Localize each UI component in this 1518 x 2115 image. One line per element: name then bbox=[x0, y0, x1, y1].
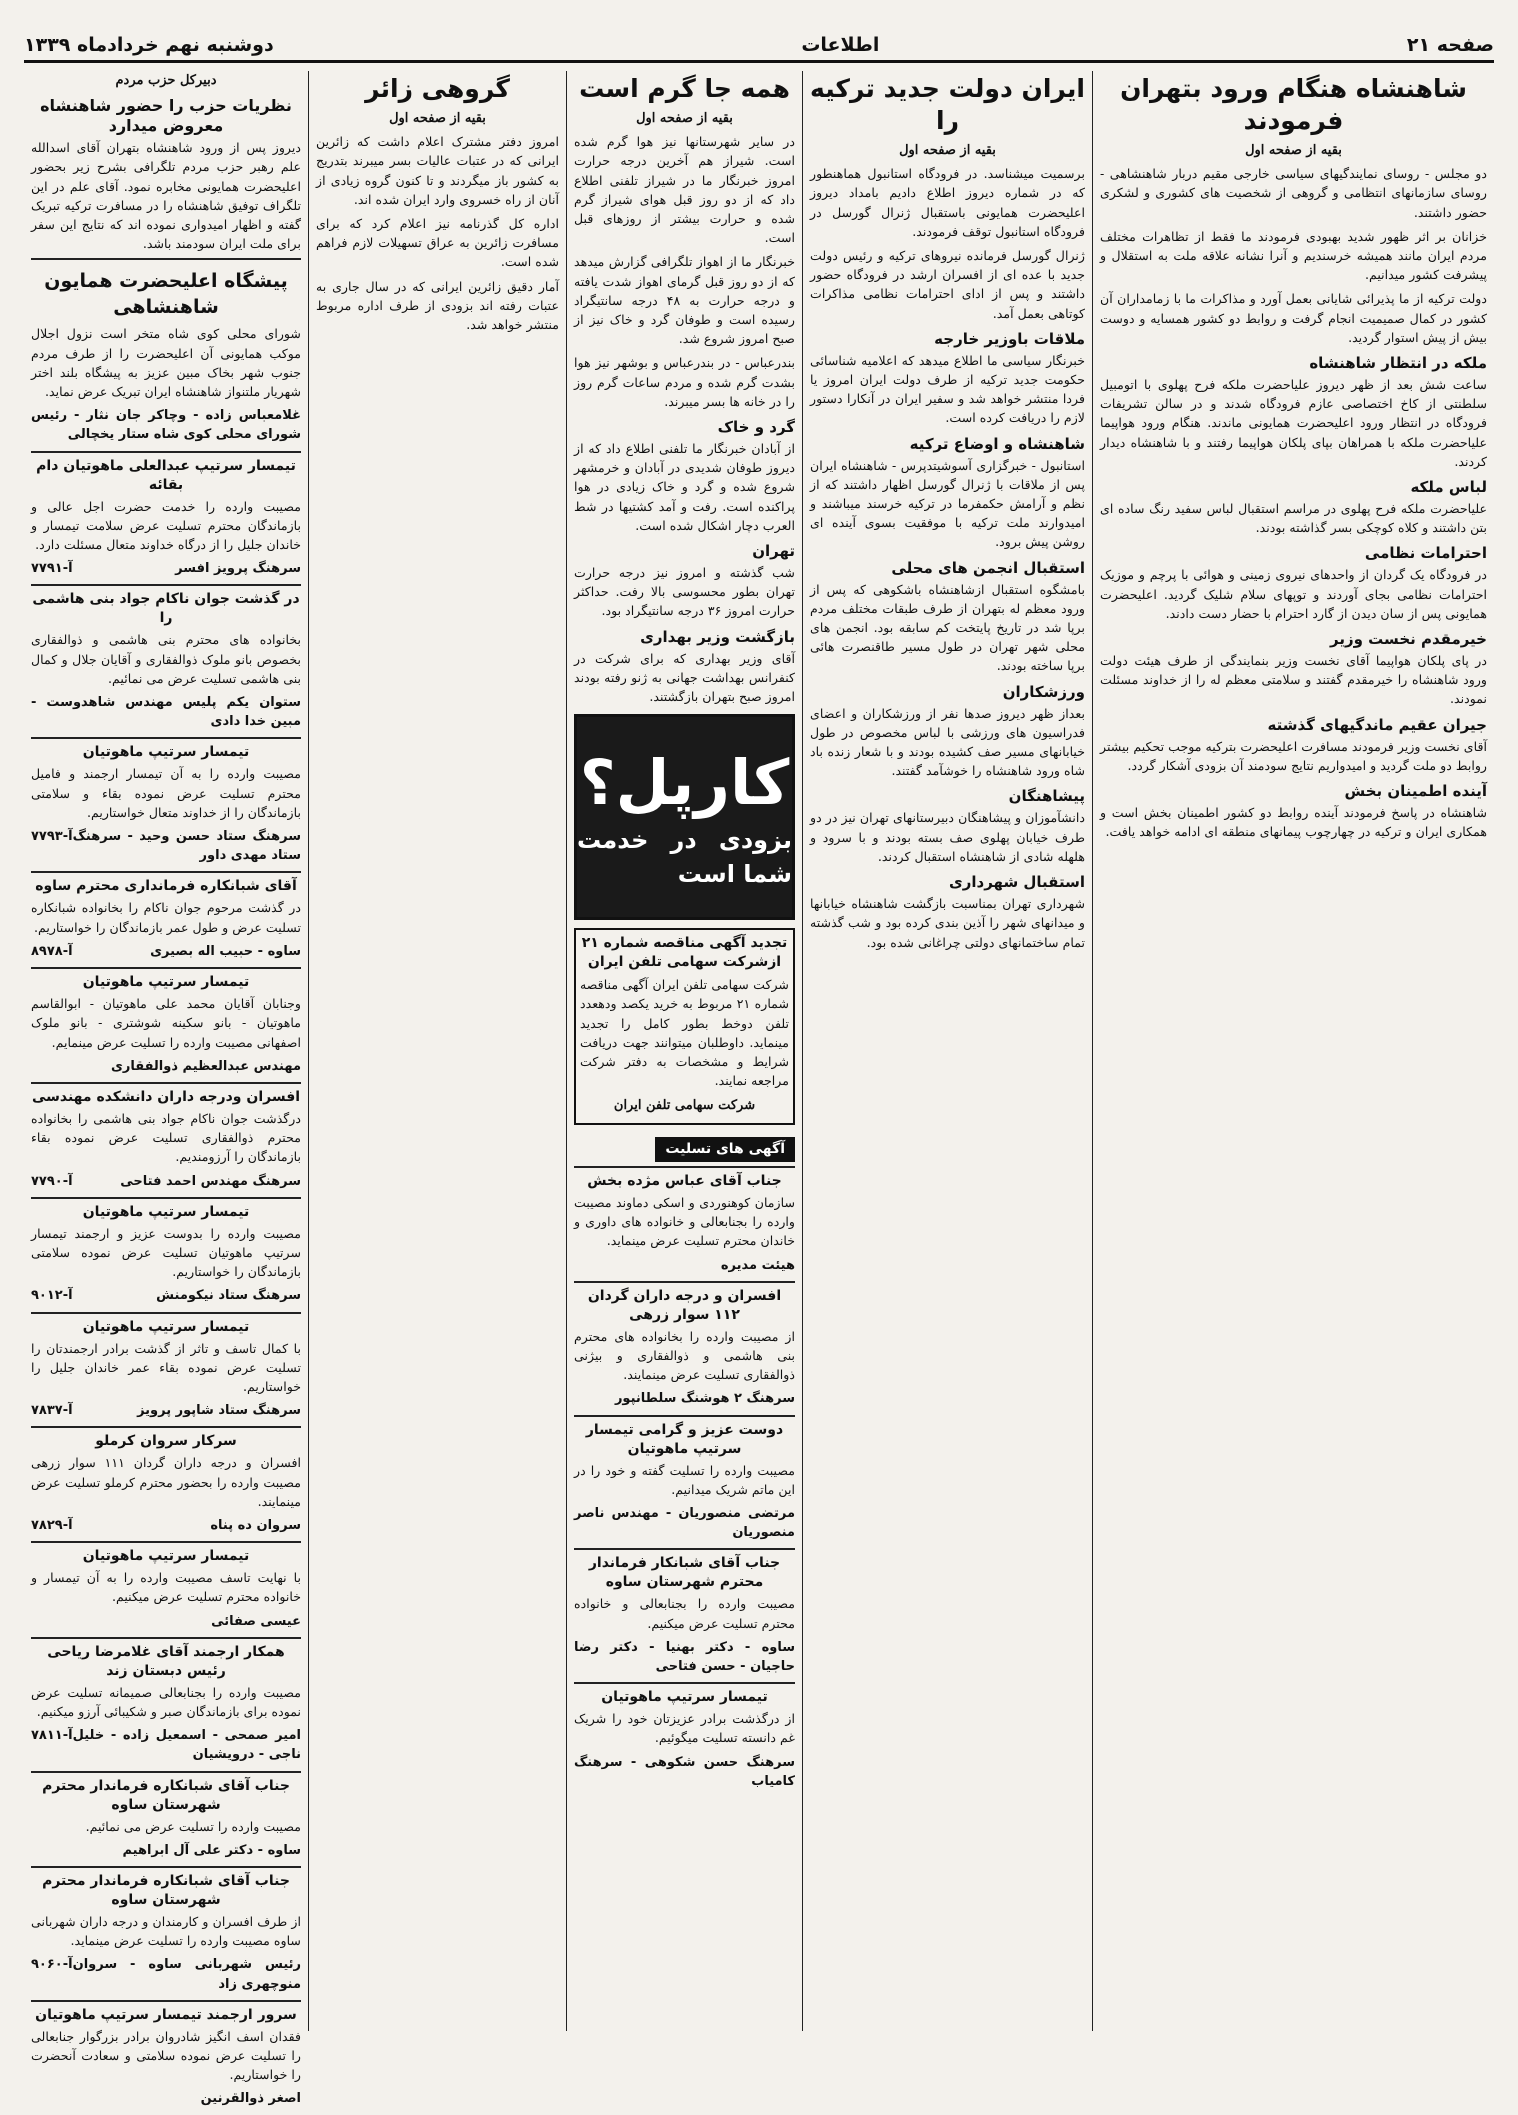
notice-title: تیمسار سرتیپ ماهوتیان bbox=[82, 1318, 250, 1335]
returning-minister-text: آقای وزیر بهداری که برای شرکت در کنفرانس بهداشت جهانی به ژنو رفته بودند امروز صبح بتهران بازگشتند. bbox=[574, 650, 795, 705]
section-title: استقبال انجمن های محلی bbox=[891, 558, 1085, 577]
section-title: احترامات نظامی bbox=[1364, 544, 1487, 563]
section-text: در پای پلکان هواپیما آقای نخست وزیر بنمایندگی از طرف هیئت دولت ورود شاهنشاه را خیرمقدم گفتند و سلامتی معظم له را از خداوند مسئلت نمودند. bbox=[1100, 653, 1487, 707]
ad-tagline: بزودی در خدمت شما است bbox=[577, 826, 792, 889]
notice-text: سازمان کوهنوردی و اسکی دماوند مصیبت وارده را بجنابعالی و خانواده های داوری و خاندان محترم تسلیت عرض مینماید. bbox=[574, 1194, 795, 1249]
section-title: استقبال شهرداری bbox=[948, 873, 1085, 892]
notice-text: مصیبت وارده را بدوست عزیز و ارجمند تیمسار سرتیپ ماهوتیان تسلیت عرض نموده سلامتی بازماندگان را خواستاریم. bbox=[31, 1225, 301, 1280]
notice-signature: امیر صمحی - اسمعیل زاده - خلیل ناجی - درویشیان bbox=[72, 1728, 301, 1763]
paper-name: اطلاعات bbox=[801, 34, 880, 56]
royal-congratulation bbox=[31, 258, 301, 450]
section-text: از آبادان خبرنگار ما تلفنی اطلاع داد که از دیروز طوفان شدیدی در آبادان و خرمشهر شروع شده و گرد و خاک زیادی در هوا پراکنده است. رفت و آمد کشتیها در شط العرب دچار اشکال شده است. bbox=[574, 441, 795, 533]
condolence-section-label: آگهی های تسلیت bbox=[655, 1137, 795, 1162]
phone-tender-notice bbox=[574, 928, 795, 1124]
section-title: تهران bbox=[752, 542, 795, 561]
column-shah-arrival bbox=[1092, 71, 1494, 2031]
pilgrims-subhead: بقیه از صفحه اول bbox=[389, 111, 486, 126]
party-text: دیروز پس از ورود شاهنشاه بتهران آقای اسدالله علم رهبر حزب مردم تلگرافی بشرح زیر بحضور اعلیحضرت همایونی مخابره نمود. آقای علم در این تلگراف توفیق شاهنشاه را در مسافرت ترکیه تبریک گفته و اظهار امیدواری نموده اند که نتایج این سفر برای ملت ایران سودمند باشد. bbox=[31, 140, 301, 252]
notice-text: مصیبت وارده را بجنابعالی صمیمانه تسلیت عرض نموده برای بازماندگان صبر و شکیبائی آرزو میکنیم. bbox=[31, 1684, 301, 1719]
notice-text: افسران و درجه داران گردان ۱۱۱ سوار زرهی مصیبت وارده را بحضور محترم کرملو تسلیت عرض مینمایند. bbox=[31, 1455, 301, 1509]
column-turkey-recognition bbox=[802, 71, 1092, 2031]
notice-signature: سرهنگ حسن شکوهی - سرهنگ کامیاب bbox=[574, 1754, 795, 1789]
section-title: گرد و خاک bbox=[717, 418, 795, 437]
condolence-notice bbox=[31, 2000, 301, 2115]
section-text: در فرودگاه یک گردان از واحدهای نیروی زمینی و هوائی با پرچم و موزیک احترامات نظامی بجای آوردند و توپهای سلام شلیک گردید. اعلیحضرت همایونی پس از سان دیدن از گارد احترام با حضار دست دادند. bbox=[1100, 567, 1487, 621]
notice-title: جناب آقای شبانکاره فرماندار محترم شهرستان ساوه bbox=[42, 1777, 290, 1813]
condolence-notice bbox=[574, 1166, 795, 1281]
returning-minister-title: بازگشت وزیر بهداری bbox=[640, 627, 795, 646]
notice-signature: ساوه - حبیب اله بصیری bbox=[150, 943, 301, 959]
royal-signature: غلامعباس زاده - وچاکر جان نثار - رئیس شورای محلی کوی شاه ستار یخچالی bbox=[31, 408, 301, 443]
article-paragraph: امروز دفتر مشترک اعلام داشت که زائرین ایرانی که در عتبات عالیات بسر میبرند بتدریج به کشور باز میگردند و تا کنون گروه زیادی از آنان از راه خسروی وارد ایران شده اند. bbox=[316, 134, 559, 207]
shah-arrival-subhead: بقیه از صفحه اول bbox=[1245, 143, 1342, 158]
notice-title: تیمسار سرتیپ ماهوتیان bbox=[82, 1548, 250, 1565]
notice-text: فقدان اسف انگیز شادروان برادر بزرگوار جنابعالی را تسلیت عرض نموده سلامتی و سعادت آنحضرت را خواستاریم. bbox=[31, 2028, 301, 2083]
condolence-notice bbox=[31, 737, 301, 871]
condolence-notice bbox=[31, 451, 301, 585]
column-party-and-condolences bbox=[24, 71, 308, 2107]
section-text: بامشگوه استقبال ازشاهنشاه باشکوهی که پس از ورود معظم له بتهران از طرف طبقات مختلف مردم برپا شد در تاریخ پایتخت کم سابقه بود. انجمن های محلی شهر تهران در طول مسیر طاقنصرت هائی برپا ساخته بودند. bbox=[810, 581, 1085, 674]
notice-text: با کمال تاسف و تاثر از گذشت برادر ارجمندتان را تسلیت عرض نموده بقاء عمر خاندان جلیل را خواستاریم. bbox=[31, 1340, 301, 1394]
column-pilgrims bbox=[308, 71, 566, 2031]
notice-title: تیمسار سرتیپ ماهوتیان bbox=[82, 974, 250, 991]
notice-signature: سرهنگ مهندس احمد فتاحی bbox=[120, 1173, 301, 1189]
notice-title: تیمسار سرتیپ ماهوتیان bbox=[82, 744, 250, 761]
section-text: دانشآموزان و پیشاهنگان دبیرستانهای تهران نیز در دو طرف خیابان پهلوی صف بسته بودند و با سرود و هلهله شادی از شاهنشاه استقبال کردند. bbox=[810, 810, 1085, 864]
notice-signature: سرهنگ ۲ هوشنگ سلطانپور bbox=[614, 1391, 795, 1407]
notice-code: آ-۸۹۷۸ bbox=[31, 943, 73, 959]
notice-text: بخانواده های محترم بنی هاشمی و ذوالفقاری بخصوص بانو ملوک ذوالفقاری و آقایان جلال و کمال بنی هاشمی تسلیت عرض می نمائیم. bbox=[31, 632, 301, 686]
section-text: آقای نخست وزیر فرمودند مسافرت اعلیحضرت بترکیه موجب تحکیم بیشتر روابط دو ملت گردید و امیدواریم نتایج سودمند آن بزودی آشکار گردد. bbox=[1100, 738, 1487, 773]
heat-headline: همه جا گرم است bbox=[579, 74, 790, 103]
notice-signature: رئیس شهربانی ساوه - سروان منوچهری زاد bbox=[72, 1957, 301, 1992]
notice-code: آ-۷۷۹۱ bbox=[31, 561, 73, 577]
notice-text: از مصیبت وارده را بخانواده های محترم بنی هاشمی و ذوالفقاری و بیژنی ذوالفقاری تسلیت عرض مینمایند. bbox=[574, 1328, 795, 1383]
section-title: ملاقات باوزیر خارجه bbox=[934, 329, 1085, 348]
section-title: خیرمقدم نخست وزیر bbox=[1330, 630, 1487, 649]
condolence-notice bbox=[574, 1682, 795, 1797]
article-paragraph: در سایر شهرستانها نیز هوا گرم شده است. شیراز هم آخرین درجه حرارت امروز خبرنگار ما در شیراز تلفنی اطلاع داد که از دو روز قبل هوای شیراز گرم شده و حرارت بیشتر از روزهای قبل است. bbox=[574, 134, 795, 246]
notice-text: در گذشت مرحوم جوان ناکام را بخانواده شبانکاره تسلیت عرض و طول عمر بازماندگان را خواستاریم. bbox=[31, 900, 301, 935]
notice-title: تیمسار سرتیپ عبدالعلی ماهوتیان دام بقائه bbox=[36, 457, 296, 493]
tender-text: شرکت سهامی تلفن ایران آگهی مناقصه شماره ۲۱ مربوط به خرید یکصد ودهعدد تلفن دوخط بطور کامل را تجدید مینماید. داوطلبان میتوانند جهت دریافت شرایط و مشخصات به دفتر شرکت مراجعه نمایند. bbox=[580, 977, 790, 1089]
section-title: ملکه در انتظار شاهنشاه bbox=[1309, 354, 1487, 373]
ad-brand-text: کارپل؟ bbox=[579, 746, 790, 820]
notice-code: آ-۷۸۱۱ bbox=[31, 1728, 73, 1744]
notice-text: مصیبت وارده را تسلیت عرض می نمائیم. bbox=[85, 1818, 301, 1834]
section-title: ورزشکاران bbox=[1002, 682, 1085, 701]
notice-text: مصیبت وارده را به آن تیمسار ارجمند و فامیل محترم تسلیت عرض نموده بقاء و سلامتی بازماندگان را از خداوند متعال خواستاریم. bbox=[31, 766, 301, 820]
shah-arrival-headline: شاهنشاه هنگام ورود بتهران فرمودند bbox=[1120, 74, 1467, 135]
notice-text: وجنابان آقایان محمد علی ماهوتیان - ابوالقاسم ماهوتیان - بانو سکینه شوشتری - بانو ملوک اصفهانی مصیبت وارده را تسلیت عرض مینمایم. bbox=[31, 996, 301, 1050]
section-text: استانبول - خبرگزاری آسوشیتدپرس - شاهنشاه ایران پس از ملاقات با ژنرال گورسل اظهار داشتند که از نظم و آرامش حکمفرما در ترکیه خرسند میباشند و امیدوارند ملت ترکیه با موفقیت بسوی آینده ای روشن پیش برود. bbox=[810, 457, 1085, 550]
notice-title: دوست عزیز و گرامی تیمسار سرتیپ ماهوتیان bbox=[585, 1421, 784, 1457]
notice-title: جناب آقای عباس مژده بخش bbox=[587, 1172, 782, 1189]
condolence-notice bbox=[31, 1197, 301, 1312]
column-heat-and-notices bbox=[566, 71, 802, 2031]
notice-signature: سرهنگ پرویز افسر bbox=[175, 561, 301, 577]
condolence-notice bbox=[31, 871, 301, 967]
notice-text: درگذشت جوان ناکام جواد بنی هاشمی را بخانواده محترم ذوالفقاری تسلیت عرض نموده بقاء بازماندگان را آرزومندیم. bbox=[31, 1110, 301, 1165]
section-title: شاهنشاه و اوضاع ترکیه bbox=[909, 434, 1085, 453]
notice-code: آ-۹۰۱۲ bbox=[31, 1288, 73, 1304]
condolence-notice bbox=[31, 1312, 301, 1427]
notice-signature: سرهنگ ستاد شاپور پرویز bbox=[137, 1403, 301, 1419]
article-paragraph: بندرعباس - در بندرعباس و بوشهر نیز هوا بشدت گرم شده و مردم ساعات گرم روز را در خانه ها بسر میبرند. bbox=[574, 355, 795, 409]
masthead bbox=[24, 30, 1494, 63]
article-paragraph: خبرنگار ما از اهواز تلگرافی گزارش میدهد که از دو روز قبل گرمای اهواز شدت یافته و درجه حرارت به ۴۸ درجه سانتیگراد رسیده است و طوفان گرد و خاک نیز از صبح امروز شروع شد. bbox=[574, 254, 795, 347]
notice-signature: عیسی صفائی bbox=[211, 1613, 301, 1629]
notice-signature: ستوان یکم پلیس مهندس شاهدوست - مبین خدا دادی bbox=[31, 695, 301, 730]
notice-code: آ-۹۰۶۰ bbox=[31, 1957, 73, 1973]
condolence-notice bbox=[31, 1426, 301, 1541]
notice-signature: هیئت مدیره bbox=[720, 1257, 795, 1273]
notice-title: آقای شبانکاره فرمانداری محترم ساوه bbox=[35, 878, 297, 895]
tender-signature: شرکت سهامی تلفن ایران bbox=[613, 1097, 756, 1113]
notice-signature: سرهنگ ستاد نیکومنش bbox=[156, 1288, 301, 1304]
party-label: دبیرکل حزب مردم bbox=[115, 73, 217, 88]
condolence-notice bbox=[31, 967, 301, 1082]
section-text: خبرنگار سیاسی ما اطلاع میدهد که اعلامیه شناسائی حکومت جدید ترکیه از طرف دولت ایران امروز یا فردا منتشر خواهد شد و سفیر ایران در آنکارا دستور لازم را دریافت کرده است. bbox=[810, 352, 1085, 426]
notice-signature: ساوه - دکتر علی آل ابراهیم bbox=[122, 1842, 301, 1858]
columns bbox=[24, 71, 1494, 2107]
section-text: شاهنشاه در پاسخ فرمودند آینده روابط دو کشور اطمینان بخش است و همکاری ایران و ترکیه در چهارچوب پیمانهای منطقه ای ادامه خواهد یافت. bbox=[1100, 805, 1487, 840]
notice-code: آ-۷۷۹۳ bbox=[31, 829, 73, 845]
article-paragraph: دولت ترکیه از ما پذیرائی شایانی بعمل آورد و مذاکرات ما با زمامداران آن کشور در کمال صمیمیت انجام گرفت و روابط دو کشور همسایه و دوست بیش از پیش استوار گردید. bbox=[1100, 291, 1487, 345]
notice-title: افسران و درجه داران گردان ۱۱۲ سوار زرهی bbox=[587, 1287, 782, 1323]
section-text: علیاحضرت ملکه فرح پهلوی در مراسم استقبال لباس سفید رنگ ساده ای بتن داشتند و کلاه کوچکی بسر گذاشته بودند. bbox=[1100, 501, 1487, 536]
article-paragraph: آمار دقیق زائرین ایرانی که در سال جاری به عتبات رفته اند بزودی از طرف اداره مربوط منتشر خواهد شد. bbox=[316, 278, 559, 333]
notice-signature: ساوه - دکتر بهنیا - دکتر رضا حاجیان - حسن فتاحی bbox=[574, 1639, 795, 1674]
notice-title: تیمسار سرتیپ ماهوتیان bbox=[82, 1203, 250, 1220]
notice-text: از درگذشت برادر عزیزتان خود را شریک غم دانسته تسلیت میگوئیم. bbox=[574, 1711, 795, 1746]
article-paragraph: دو مجلس - روسای نمایندگیهای سیاسی خارجی مقیم دربار شاهنشاهی - روسای سازمانهای انتظامی و گروهی از شخصیت های کشوری و لشکری حضور داشتند. bbox=[1100, 166, 1487, 220]
condolence-notice bbox=[574, 1548, 795, 1682]
page-number: صفحه ۲۱ bbox=[1406, 34, 1494, 56]
issue-date: دوشنبه نهم خردادماه ۱۳۳۹ bbox=[24, 34, 274, 56]
notice-title: همکار ارجمند آقای غلامرضا ریاحی رئیس دبستان زند bbox=[47, 1643, 285, 1679]
article-paragraph: ژنرال گورسل فرمانده نیروهای ترکیه و رئیس دولت جدید با عده ای از افسران ارشد در فرودگاه حضور داشتند و پس از ادای احترامات نظامی مذاکرات کوتاهی بعمل آمد. bbox=[810, 248, 1085, 321]
notice-title: سرور ارجمند تیمسار سرتیپ ماهوتیان bbox=[35, 2006, 297, 2023]
pilgrims-headline: گروهی زائر bbox=[365, 74, 510, 103]
section-text: بعداز ظهر دیروز صدها نفر از ورزشکاران و اعضای فدراسیون های ورزشی با لباس مخصوص در طول خیابانهای مسیر صف کشیده بودند و با شعار زنده باد شاه ورود شاهنشاه را خوشآمد گفتند. bbox=[810, 705, 1085, 779]
section-text: شهرداری تهران بمناسبت بازگشت شاهنشاه خیابانها و میدانهای شهر را آذین بندی کرده بود و شب گذشته تمام ساختمانهای دولتی چراغانی شده بود. bbox=[810, 896, 1085, 950]
notice-title: سرکار سروان کرملو bbox=[95, 1433, 237, 1450]
notice-text: مصیبت وارده را خدمت حضرت اجل عالی و بازماندگان محترم تسلیت عرض سلامت تیمسار و خاندان جلیل را از درگاه خداوند متعال مسئلت دارد. bbox=[31, 498, 301, 553]
section-title: لباس ملکه bbox=[1410, 478, 1487, 497]
notice-text: مصیبت وارده را تسلیت گفته و خود را در این ماتم شریک میدانیم. bbox=[574, 1462, 795, 1497]
heat-subhead: بقیه از صفحه اول bbox=[636, 111, 733, 126]
notice-text: با نهایت تاسف مصیبت وارده را به آن تیمسار و خانواده محترم تسلیت عرض میکنیم. bbox=[31, 1570, 301, 1605]
condolence-notice bbox=[31, 1771, 301, 1866]
condolence-notice bbox=[31, 584, 301, 737]
party-headline: نظریات حزب را حضور شاهنشاه معروض میدارد bbox=[40, 96, 292, 136]
tender-title: تجدید آگهی مناقصه شماره ۲۱ ازشرکت سهامی تلفن ایران bbox=[581, 935, 788, 971]
notice-title: جناب آقای شبانکاره فرماندار محترم شهرستان ساوه bbox=[42, 1872, 290, 1908]
condolence-notice bbox=[31, 1637, 301, 1771]
condolence-notice bbox=[31, 1866, 301, 2000]
notice-signature: اصغر ذوالقرنین bbox=[200, 2091, 301, 2107]
notice-title: افسران ودرجه داران دانشکده مهندسی bbox=[31, 1088, 301, 1105]
notice-code: آ-۷۷۹۰ bbox=[31, 1173, 73, 1189]
karpel-advertisement bbox=[574, 714, 795, 920]
turkey-headline: ایران دولت جدید ترکیه را bbox=[810, 74, 1085, 135]
article-paragraph: خزانان بر اثر ظهور شدید بهبودی فرمودند ما فقط از تظاهرات مختلف مردم ایران مانند همیشه خرسندیم و آنرا نشانه علاقه ملت به استقلال و پیشرفت کشور میدانیم. bbox=[1100, 228, 1487, 283]
section-title: آینده اطمینان بخش bbox=[1344, 782, 1487, 801]
royal-text: شورای محلی کوی شاه متخر است نزول اجلال موکب همایونی آن اعلیحضرت را از طرف مردم جنوب شهر بخاک مبین عزیز به پیشگاه بلند اختر شهریار ملتنواز شاهنشاه ایران تبریک عرض نماید. bbox=[31, 326, 301, 400]
notice-code: آ-۷۸۲۹ bbox=[31, 1517, 73, 1533]
section-title: پیشاهنگان bbox=[1008, 787, 1085, 806]
section-text: ساعت شش بعد از ظهر دیروز علیاحضرت ملکه فرح پهلوی با اتومبیل سلطنتی از کاخ اختصاصی عازم فرودگاه شدند و در سالن تشریفات فرودگاه در انتظار ورود اعلیحضرت همایونی ماندند. هنگام ورود هواپیما علیاحضرت ملکه با همراهان بپای پلکان هواپیما رفتند و با شاهنشاه دیدار کردند. bbox=[1100, 377, 1487, 469]
notice-signature: سروان ده پناه bbox=[210, 1517, 301, 1533]
section-text: شب گذشته و امروز نیز درجه حرارت تهران بطور محسوسی بالا رفت. حداکثر حرارت امروز ۳۶ درجه سانتیگراد بود. bbox=[574, 565, 795, 619]
notice-signature: سرهنگ ستاد حسن وحید - سرهنگ ستاد مهدی داور bbox=[72, 829, 301, 864]
notice-text: مصیبت وارده را بجنابعالی و خانواده محترم تسلیت عرض میکنیم. bbox=[574, 1596, 795, 1631]
condolence-notice bbox=[31, 1541, 301, 1637]
condolence-notice bbox=[574, 1281, 795, 1415]
royal-title: پیشگاه اعلیحضرت همایون شاهنشاهی bbox=[44, 270, 288, 319]
condolence-notice bbox=[574, 1415, 795, 1549]
article-paragraph: اداره کل گذرنامه نیز اعلام کرد که برای مسافرت زائرین به عراق تسهیلات لازم فراهم شده است. bbox=[316, 216, 559, 270]
notice-title: تیمسار سرتیپ ماهوتیان bbox=[601, 1689, 768, 1706]
article-paragraph: برسمیت میشناسد. در فرودگاه استانبول هماهنطور که در شماره دیروز اطلاع دادیم بامداد دیروز اعلیحضرت همایونی باستقبال ژنرال گورسل در فرودگاه استانبول توقف فرمودند. bbox=[810, 166, 1085, 239]
section-title: جیران عقیم ماندگیهای گذشته bbox=[1267, 715, 1487, 734]
notice-title: در گذشت جوان ناکام جواد بنی هاشمی را bbox=[32, 591, 300, 627]
notice-signature: مرتضی منصوریان - مهندس ناصر منصوریان bbox=[574, 1505, 795, 1541]
notice-text: از طرف افسران و کارمندان و درجه داران شهربانی ساوه مصیبت وارده را تسلیت عرض مینماید. bbox=[31, 1913, 301, 1949]
condolence-notice bbox=[31, 1082, 301, 1197]
notice-code: آ-۷۸۳۷ bbox=[31, 1403, 73, 1419]
notice-signature: مهندس عبدالعظیم ذوالفقاری bbox=[110, 1058, 301, 1074]
turkey-subhead: بقیه از صفحه اول bbox=[899, 143, 996, 158]
notice-title: جناب آقای شبانکار فرماندار محترم شهرستان ساوه bbox=[588, 1555, 781, 1591]
